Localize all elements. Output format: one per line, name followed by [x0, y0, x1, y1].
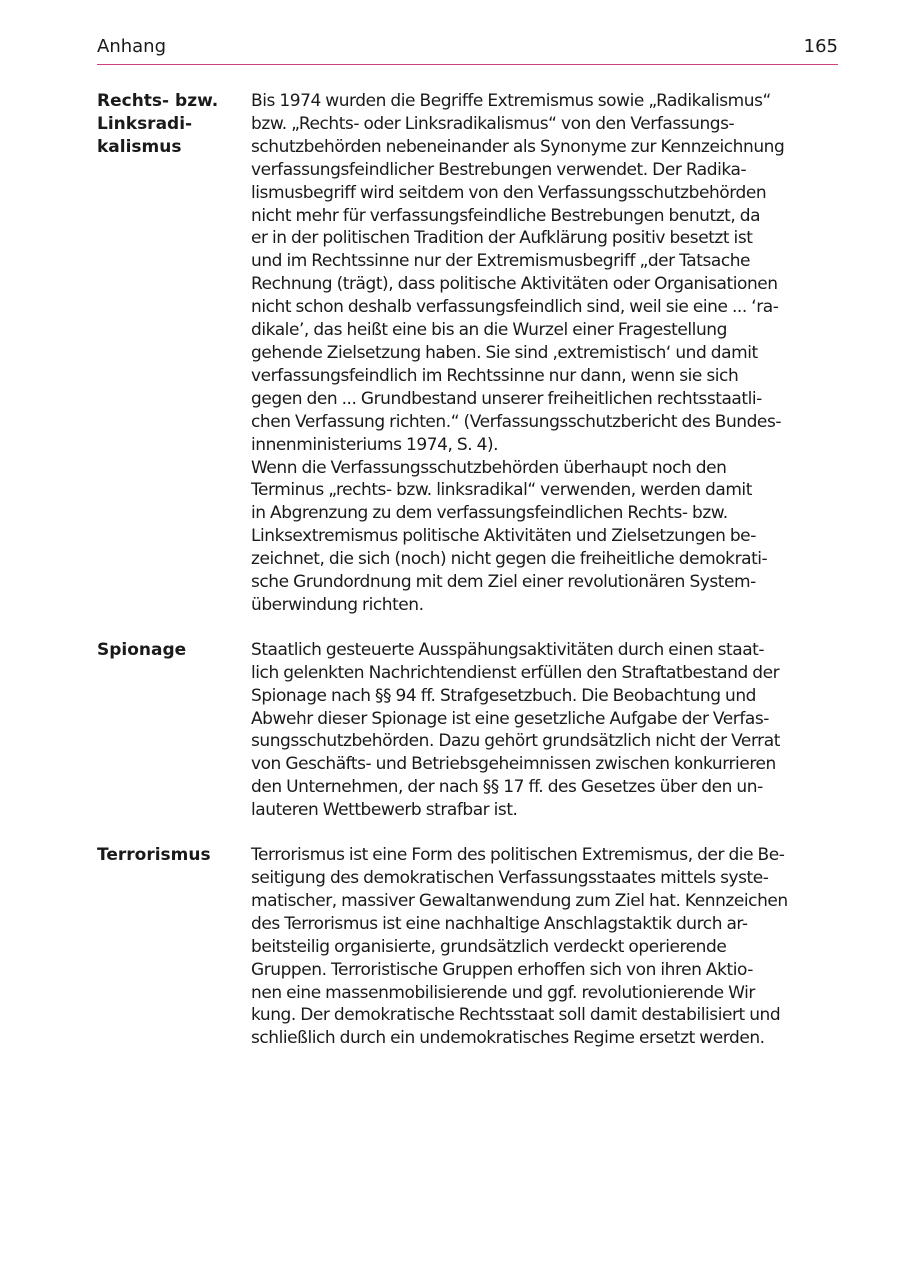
text-line: nicht schon deshalb verfassungsfeindlich sind, weil sie eine ... ‘ra- [251, 297, 779, 318]
text-line: innenministeriums 1974, S. 4). [251, 434, 499, 455]
text-line: den Unternehmen, der nach §§ 17 ff. des Gesetzes über den un- [251, 777, 763, 798]
text-line: und im Rechtssinne nur der Extremismusbegriff „der Tatsache [251, 251, 751, 272]
text-line: gegen den ... Grundbestand unserer freiheitlichen rechtsstaatli- [251, 388, 762, 409]
term-line: Rechts- bzw. [97, 91, 219, 111]
text-line: Terrorismus ist eine Form des politischen Extremismus, der die Be- [251, 845, 785, 866]
glossary-definition [251, 639, 838, 822]
text-line: lich gelenkten Nachrichtendienst erfüllen den Straftatbestand der [251, 662, 780, 683]
text-line: Abwehr dieser Spionage ist eine gesetzliche Aufgabe der Verfas- [251, 708, 769, 729]
text-line: des Terrorismus ist eine nachhaltige Anschlagstaktik durch ar- [251, 913, 748, 934]
text-line: zeichnet, die sich (noch) nicht gegen die freiheitliche demokrati- [251, 549, 768, 570]
text-line: lismusbegriff wird seitdem von den Verfassungsschutzbehörden [251, 182, 767, 203]
text-line: sche Grundordnung mit dem Ziel einer revolutionären System- [251, 572, 756, 593]
text-line: schließlich durch ein undemokratisches Regime ersetzt werden. [251, 1028, 765, 1049]
text-line: verfassungsfeindlicher Bestrebungen verwendet. Der Radika- [251, 159, 747, 180]
definition-paragraph [251, 639, 838, 822]
glossary-definition [251, 90, 838, 617]
text-line: er in der politischen Tradition der Aufklärung positiv besetzt ist [251, 228, 753, 249]
text-line: kung. Der demokratische Rechtsstaat soll damit destabilisiert und [251, 1005, 781, 1026]
term-line: Spionage [97, 639, 187, 660]
term-line: kalismus [97, 137, 182, 157]
glossary-entry-radikalismus [97, 90, 838, 617]
text-line: sungsschutzbehörden. Dazu gehört grundsätzlich nicht der Verrat [251, 731, 780, 752]
text-line: Wenn die Verfassungsschutzbehörden überhaupt noch den [251, 457, 727, 478]
glossary-term [97, 844, 251, 867]
text-line: gehende Zielsetzung haben. Sie sind ‚extremistisch‘ und damit [251, 342, 758, 363]
glossary-entry-terrorismus [97, 844, 838, 1050]
definition-paragraph [251, 457, 838, 617]
glossary-entry-spionage [97, 639, 838, 822]
term-line: Terrorismus [97, 845, 211, 866]
text-line: bzw. „Rechts- oder Linksradikalismus“ von den Verfassungs- [251, 113, 735, 134]
text-line: Linksextremismus politische Aktivitäten und Zielsetzungen be- [251, 526, 756, 547]
running-head-section: Anhang [97, 36, 166, 57]
glossary-definition [251, 844, 838, 1050]
text-line: Rechnung (trägt), dass politische Aktivitäten oder Organisationen [251, 274, 778, 295]
text-line: lauteren Wettbewerb strafbar ist. [251, 800, 518, 821]
glossary-entries [97, 90, 838, 1050]
text-line: von Geschäfts- und Betriebsgeheimnissen zwischen konkurrieren [251, 754, 776, 775]
term-line: Linksradi- [97, 114, 193, 134]
text-line: Terminus „rechts- bzw. linksradikal“ verwenden, werden damit [251, 480, 752, 501]
text-line: matischer, massiver Gewaltanwendung zum Ziel hat. Kennzeichen [251, 890, 788, 911]
text-line: überwindung richten. [251, 594, 424, 615]
text-line: verfassungsfeindlich im Rechtssinne nur dann, wenn sie sich [251, 365, 739, 386]
text-line: Staatlich gesteuerte Ausspähungsaktivitäten durch einen staat- [251, 639, 765, 660]
page-header [97, 34, 838, 65]
glossary-term [97, 90, 251, 159]
text-line: Bis 1974 wurden die Begriffe Extremismus sowie „Radikalismus“ [251, 91, 771, 111]
definition-paragraph [251, 90, 838, 457]
text-line: dikale’, das heißt eine bis an die Wurzel einer Fragestellung [251, 320, 727, 341]
text-line: chen Verfassung richten.“ (Verfassungsschutzbericht des Bundes- [251, 411, 782, 432]
text-line: seitigung des demokratischen Verfassungsstaates mittels syste- [251, 868, 769, 888]
definition-paragraph [251, 844, 838, 1050]
text-line: nicht mehr für verfassungsfeindliche Bestrebungen benutzt, da [251, 205, 761, 226]
text-line: Gruppen. Terroristische Gruppen erhoffen sich von ihren Aktio- [251, 959, 753, 980]
page-number: 165 [803, 36, 838, 57]
text-line: beitsteilig organisierte, grundsätzlich verdeckt operierende [251, 936, 727, 957]
text-line: in Abgrenzung zu dem verfassungsfeindlichen Rechts- bzw. [251, 503, 728, 524]
text-line: nen eine massenmobilisierende und ggf. revolutionierende Wir [251, 982, 755, 1003]
glossary-term [97, 639, 251, 662]
text-line: schutzbehörden nebeneinander als Synonyme zur Kennzeichnung [251, 136, 785, 157]
text-line: Spionage nach §§ 94 ff. Strafgesetzbuch. Die Beobachtung und [251, 685, 757, 706]
